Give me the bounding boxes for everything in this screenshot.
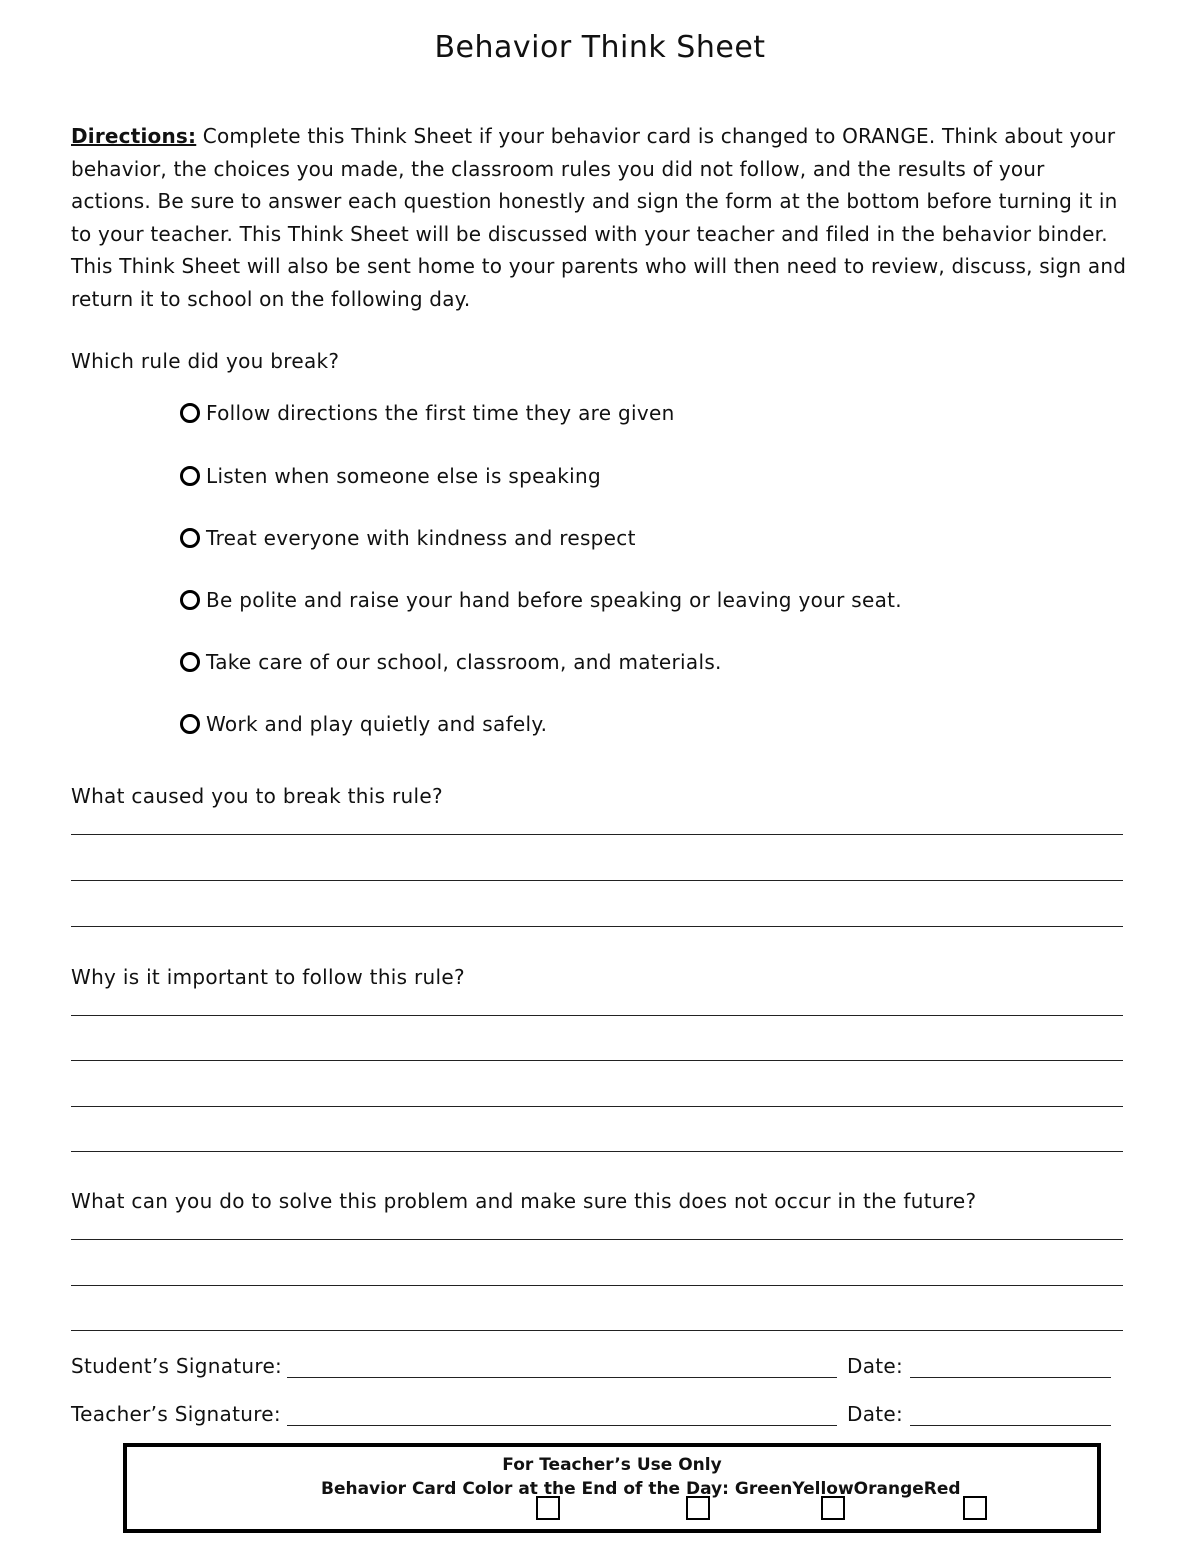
rule-option[interactable] (180, 398, 675, 428)
directions-label: Directions: (71, 124, 197, 148)
radio-circle-icon[interactable] (180, 466, 200, 486)
student-signature-line[interactable] (287, 1377, 837, 1378)
green-checkbox[interactable] (536, 1496, 560, 1520)
answer-line[interactable] (71, 834, 1123, 835)
red-checkbox[interactable] (963, 1496, 987, 1520)
answer-line[interactable] (71, 1239, 1123, 1240)
rule-option-label: Work and play quietly and safely. (206, 712, 548, 736)
answer-line[interactable] (71, 1151, 1123, 1152)
solution-question: What can you do to solve this problem and make sure this does not occur in the future? (71, 1189, 977, 1213)
rule-option[interactable] (180, 585, 902, 615)
radio-circle-icon[interactable] (180, 590, 200, 610)
rule-option-label: Take care of our school, classroom, and materials. (206, 650, 722, 674)
directions-paragraph (71, 120, 1131, 316)
answer-line[interactable] (71, 1106, 1123, 1107)
page-title: Behavior Think Sheet (434, 30, 766, 65)
rule-option[interactable] (180, 709, 547, 739)
answer-line[interactable] (71, 1285, 1123, 1286)
teacher-date-label: Date: (847, 1402, 904, 1426)
rule-option-label: Listen when someone else is speaking (206, 464, 601, 488)
rule-question: Which rule did you break? (71, 349, 340, 373)
answer-line[interactable] (71, 880, 1123, 881)
yellow-checkbox[interactable] (686, 1496, 710, 1520)
radio-circle-icon[interactable] (180, 714, 200, 734)
answer-line[interactable] (71, 926, 1123, 927)
teacher-date-line[interactable] (910, 1425, 1111, 1426)
teacher-signature-line[interactable] (287, 1425, 837, 1426)
answer-line[interactable] (71, 1015, 1123, 1016)
student-date-line[interactable] (910, 1377, 1111, 1378)
cause-question: What caused you to break this rule? (71, 784, 443, 808)
student-signature-label: Student’s Signature: (71, 1354, 283, 1378)
teacher-box-title: For Teacher’s Use Only (502, 1455, 722, 1475)
rule-option[interactable] (180, 647, 722, 677)
student-date-label: Date: (847, 1354, 904, 1378)
card-color-line: Behavior Card Color at the End of the Day: GreenYellowOrangeRed (321, 1479, 961, 1499)
directions-text: Complete this Think Sheet if your behavior card is changed to ORANGE. Think about your behavior, the choices you made, the classroom rules you did not follow, and the results of your actions. Be sure to answer each question honestly and sign the form at the bottom before turning it in to your teacher. This Think Sheet will be discussed with your teacher and filed in the behavior binder. This Think Sheet will also be sent home to your parents who will then need to review, discuss, sign and return it to school on the following day. (71, 124, 1127, 311)
rule-option[interactable] (180, 461, 601, 491)
importance-question: Why is it important to follow this rule? (71, 965, 465, 989)
answer-line[interactable] (71, 1330, 1123, 1331)
radio-circle-icon[interactable] (180, 528, 200, 548)
rule-option-label: Treat everyone with kindness and respect (206, 526, 636, 550)
rule-option[interactable] (180, 523, 636, 553)
rule-option-label: Be polite and raise your hand before speaking or leaving your seat. (206, 588, 902, 612)
radio-circle-icon[interactable] (180, 652, 200, 672)
answer-line[interactable] (71, 1060, 1123, 1061)
rule-option-label: Follow directions the first time they are given (206, 401, 675, 425)
teacher-signature-label: Teacher’s Signature: (71, 1402, 281, 1426)
radio-circle-icon[interactable] (180, 403, 200, 423)
orange-checkbox[interactable] (821, 1496, 845, 1520)
